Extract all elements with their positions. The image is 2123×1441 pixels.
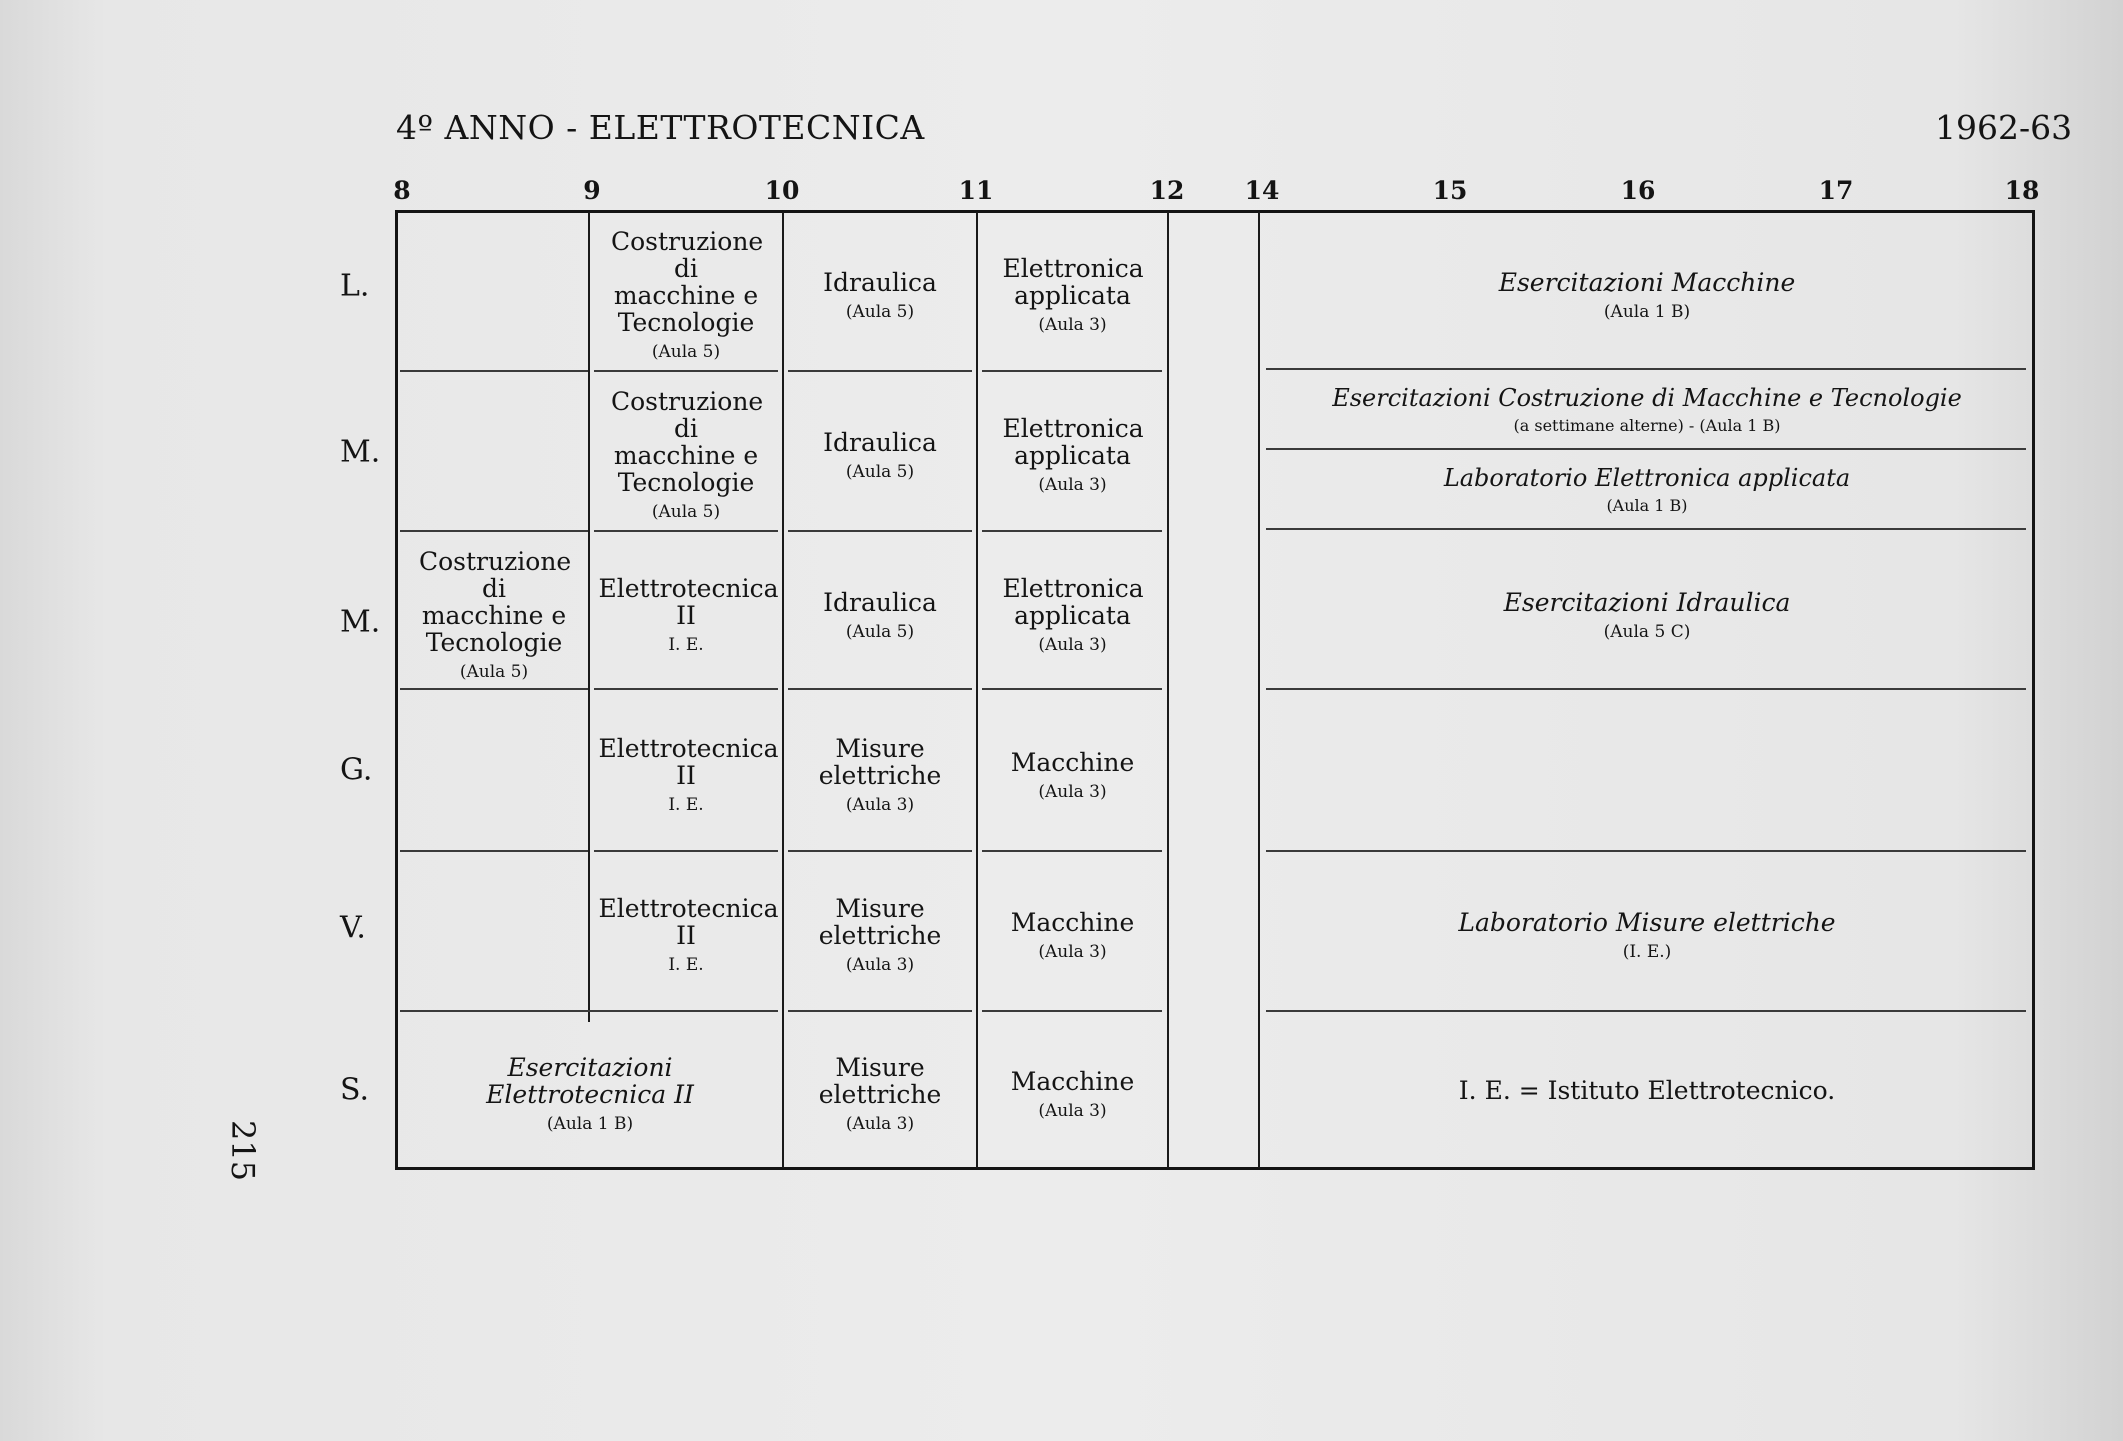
day-label-friday: V.: [340, 910, 366, 946]
hour-label-15: 15: [1432, 176, 1468, 205]
column-divider: [1167, 212, 1169, 1168]
cell-thursday-10: [784, 705, 976, 845]
subject: Esercitazioni Idraulica: [1503, 587, 1791, 617]
cell-tuesday-9: [590, 385, 782, 525]
cell-saturday-11: [978, 1025, 1167, 1163]
subject: Macchine: [1010, 747, 1135, 777]
room: (Aula 5 C): [1603, 621, 1691, 642]
cell-saturday-8: [400, 1025, 780, 1163]
room: I. E.: [668, 955, 704, 975]
room: (I. E.): [1622, 941, 1672, 962]
room: (Aula 5): [845, 461, 915, 482]
cell-tuesday-afternoon-b: [1262, 452, 2032, 526]
hour-label-16: 16: [1620, 176, 1656, 205]
room: I. E.: [668, 795, 704, 815]
hour-label-11: 11: [958, 176, 994, 205]
room: (Aula 3): [1038, 635, 1107, 655]
subject: Idraulica: [823, 587, 937, 617]
cell-thursday-9: [590, 705, 782, 845]
row-divider: [1266, 368, 2026, 370]
cell-wednesday-9: [590, 545, 782, 685]
room: (Aula 3): [1038, 781, 1107, 802]
cell-monday-11: [978, 225, 1167, 365]
room: I. E.: [668, 635, 704, 655]
subject: Elettronica applicata: [1002, 254, 1144, 310]
note: (a settimane alterne) - (Aula 1 B): [1513, 415, 1781, 435]
subject: Idraulica: [823, 267, 937, 297]
room: (Aula 1 B): [1606, 495, 1688, 515]
row-divider: [982, 1010, 1162, 1012]
subject: Idraulica: [823, 427, 937, 457]
room: (Aula 1 B): [1603, 301, 1691, 322]
cell-wednesday-8: [400, 545, 588, 685]
row-divider: [1266, 528, 2026, 530]
column-divider: [1258, 212, 1260, 1168]
cell-tuesday-afternoon-a: [1262, 372, 2032, 446]
room: (Aula 5): [651, 502, 721, 522]
subject: Costruzione di macchine e Tecnologie: [611, 227, 764, 337]
row-divider: [400, 530, 588, 532]
cell-friday-9: [590, 865, 782, 1005]
hour-label-17: 17: [1818, 176, 1854, 205]
cell-friday-10: [784, 865, 976, 1005]
subject: Esercitazioni Costruzione di Macchine e Tecnologie: [1332, 383, 1962, 412]
row-divider: [982, 850, 1162, 852]
cell-wednesday-11: [978, 545, 1167, 685]
cell-friday-11: [978, 865, 1167, 1005]
row-divider: [1266, 1010, 2026, 1012]
room: (Aula 1 B): [546, 1114, 634, 1134]
day-label-saturday: S.: [340, 1072, 370, 1108]
legend-text: I. E. = Istituto Elettrotecnico.: [1458, 1075, 1836, 1105]
room: (Aula 3): [845, 955, 915, 975]
subject: Elettrotecnica II: [598, 894, 779, 950]
room: (Aula 3): [1038, 475, 1107, 495]
row-divider: [400, 1010, 778, 1012]
row-divider: [400, 850, 588, 852]
row-divider: [788, 370, 972, 372]
cell-wednesday-10: [784, 545, 976, 685]
row-divider: [594, 370, 778, 372]
row-divider: [594, 850, 778, 852]
room: (Aula 5): [845, 301, 915, 322]
day-label-monday: L.: [340, 268, 370, 304]
cell-tuesday-10: [784, 385, 976, 525]
legend: [1262, 1025, 2032, 1155]
subject: Laboratorio Elettronica applicata: [1443, 463, 1851, 492]
room: (Aula 3): [845, 795, 915, 815]
subject: Costruzione di macchine e Tecnologie: [611, 387, 764, 497]
row-divider: [1266, 688, 2026, 690]
cell-friday-afternoon: [1262, 865, 2032, 1005]
day-label-tuesday: M.: [340, 434, 381, 470]
subject: Misure elettriche: [818, 894, 942, 950]
subject: Esercitazioni Macchine: [1498, 267, 1796, 297]
subject: Macchine: [1010, 1066, 1135, 1096]
row-divider: [594, 688, 778, 690]
cell-monday-10: [784, 225, 976, 365]
row-divider: [594, 530, 778, 532]
hour-label-8: 8: [393, 176, 411, 205]
row-divider: [1266, 448, 2026, 450]
room: (Aula 3): [1038, 1100, 1107, 1121]
row-divider: [982, 688, 1162, 690]
cell-tuesday-11: [978, 385, 1167, 525]
hour-label-18: 18: [2004, 176, 2040, 205]
subject: Costruzione di macchine e Tecnologie: [419, 547, 572, 657]
school-year: 1962-63: [1935, 108, 2073, 147]
subject: Esercitazioni Elettrotecnica II: [486, 1053, 694, 1109]
row-divider: [788, 1010, 972, 1012]
subject: Elettronica applicata: [1002, 414, 1144, 470]
page-title: 4º ANNO - ELETTROTECNICA: [396, 108, 925, 147]
subject: Elettronica applicata: [1002, 574, 1144, 630]
cell-monday-afternoon: [1262, 225, 2032, 365]
subject: Elettrotecnica II: [598, 574, 779, 630]
room: (Aula 3): [1038, 941, 1107, 962]
hour-label-14: 14: [1244, 176, 1280, 205]
subject: Misure elettriche: [818, 734, 942, 790]
row-divider: [400, 688, 588, 690]
subject: Laboratorio Misure elettriche: [1458, 907, 1836, 937]
room: (Aula 5): [651, 342, 721, 362]
page-number: 215: [224, 1120, 262, 1182]
cell-saturday-10: [784, 1025, 976, 1163]
row-divider: [788, 688, 972, 690]
row-divider: [982, 370, 1162, 372]
subject: Macchine: [1010, 907, 1135, 937]
room: (Aula 5): [459, 662, 529, 682]
subject: Elettrotecnica II: [598, 734, 779, 790]
row-divider: [982, 530, 1162, 532]
cell-wednesday-afternoon: [1262, 545, 2032, 685]
hour-label-10: 10: [764, 176, 800, 205]
hour-label-12: 12: [1149, 176, 1185, 205]
cell-monday-9: [590, 225, 782, 365]
subject: Misure elettriche: [818, 1053, 942, 1109]
day-label-thursday: G.: [340, 752, 373, 788]
row-divider: [1266, 850, 2026, 852]
day-label-wednesday: M.: [340, 604, 381, 640]
room: (Aula 5): [845, 621, 915, 642]
row-divider: [788, 850, 972, 852]
hour-label-9: 9: [583, 176, 601, 205]
row-divider: [788, 530, 972, 532]
row-divider: [400, 370, 588, 372]
room: (Aula 3): [845, 1114, 915, 1134]
cell-thursday-11: [978, 705, 1167, 845]
room: (Aula 3): [1038, 315, 1107, 335]
